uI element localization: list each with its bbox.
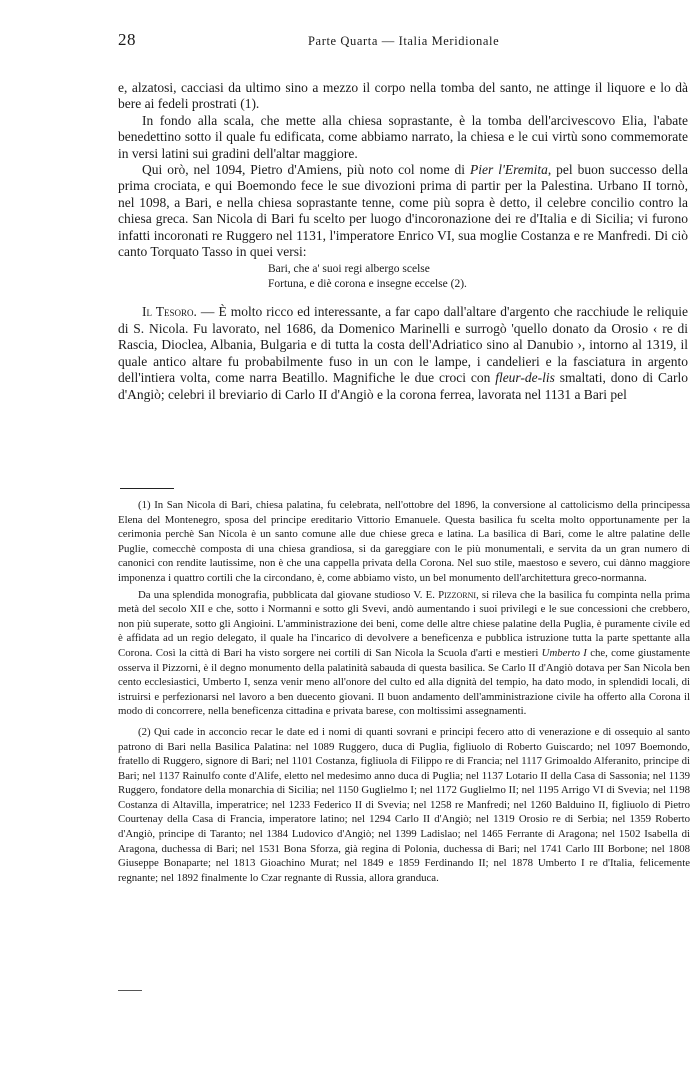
tasso-verse bbox=[268, 262, 688, 292]
paragraph-3-italic: Pier l'Eremita bbox=[470, 162, 548, 178]
tesoro-italic: fleur-de-lis bbox=[495, 370, 555, 386]
footnote-1b-author: Pizzorni bbox=[438, 588, 477, 601]
tesoro-text-a: — È molto ricco ed interessante, a far capo dall'altare d'argento che racchiude le reliquie di S. Nicola. Fu lavorato, nel 1686, da Domenico Marinelli e surrogò 'quello donato da Orosio ‹ re di Rascia, Dioclea, Albania, Bulgaria e di tutta la costa dell'Adriatico sino al Danubio ›, intorno al 1319, il quale antico altare fu probabilmente fuso in un con le lampe, i candelieri e la fasciatura in argento dell'intiera volta, come narra Beatillo. Magnifiche le due croci con bbox=[118, 304, 688, 386]
footnote-1b-italic: Umberto I bbox=[541, 646, 587, 659]
tesoro-text-b: smaltati, dono di Carlo d'Angiò; celebri il breviario di Carlo II d'Angiò e la corona ferrea, lavorata nel 1131 a Bari pel bbox=[118, 370, 688, 402]
page-number: 28 bbox=[118, 30, 136, 49]
footnotes bbox=[118, 498, 690, 885]
running-head: Parte Quarta — Italia Meridionale bbox=[308, 34, 500, 48]
page-header bbox=[118, 30, 688, 52]
paragraph-3-text-a: Qui orò, nel 1094, Pietro d'Amiens, più noto col nome di bbox=[142, 162, 471, 178]
main-text bbox=[118, 80, 688, 403]
footnote-1b-text-c: che, come giustamente osserva il Pizzorni, è il degno monumento della palatinità sabauda di questa basilica. Se Carlo II d'Angiò dotava per San Nicola ben cento ecclesiastici, Umberto I, senza venir meno all'onore del culto ed alla dignità del tempio, ha dato modo, in splendidi locali, di istruirsi e perfezionarsi nel lavoro a ben duecento giovani. Il buon andamento dell'amministrazione civile ha offerto alla Corona il modo di concorrere, nella beneficenza cittadina e privata barese, con moltissimi assegnamenti. bbox=[118, 646, 690, 718]
paragraph-1: e, alzatosi, cacciasi da ultimo sino a mezzo il corpo nella tomba del santo, ne attinge il liquore e lo dà bere ai fedeli prostrati (1). bbox=[118, 80, 688, 112]
verse-line-1: Bari, che a' suoi regi albergo scelse bbox=[268, 263, 430, 276]
verse-line-2: Fortuna, e diè corona e insegne eccelse (2). bbox=[268, 278, 467, 291]
paragraph-2: In fondo alla scala, che mette alla chiesa soprastante, è la tomba dell'arcivescovo Elia, l'abate benedettino sotto il quale fu edificata, come abbiamo narrato, la chiesa e le cui virtù sono commemorate in versi latini sui gradini dell'altar maggiore. bbox=[118, 112, 688, 161]
footnote-2: (2) Qui cade in acconcio recar le date ed i nomi di quanti sovrani e principi fecero atto di venerazione e di ossequio al santo patrono di Bari nella Basilica Palatina: nel 1089 Ruggero, duca di Puglia, figliuolo di Roberto Guiscardo; nel 1097 Boemondo, fratello di Ruggero, signore di Bari; nel 1101 Costanza, figliuola di Filippo re di Francia; nel 1117 Grimoaldo Alferanito, principe di Bari; nel 1137 Rainulfo conte d'Alife, eletto nel medesimo anno duca di Puglia; nel 1137 Lotario II della Casa di Sassonia; nel 1139 Ruggero, fondatore della monarchia di Sicilia; nel 1150 Guglielmo I; nel 1172 Guglielmo II; nel 1195 Arrigo VI di Svevia; nel 1198 Costanza di Altavilla, imperatrice; nel 1233 Federico II di Svevia; nel 1258 re Manfredi; nel 1260 Balduino II, figliuolo di Pietro Courtenay della Casa di Francia, imperatore latino; nel 1294 Carlo II d'Angiò; nel 1319 Orosio re di Serbia; nel 1359 Roberto d'Angiò, principe di Taranto; nel 1384 Ludovico d'Angiò; nel 1399 Ladislao; nel 1465 Ferrante di Aragona; nel 1502 Isabella di Aragona, duchessa di Bari; nel 1531 Bona Sforza, già regina di Polonia, duchessa di Bari; nel 1741 Carlo III Borbone; nel 1808 Giuseppe Bonaparte; nel 1813 Gioachino Murat; nel 1849 e 1859 Ferdinando II; nel 1878 Umberto I re d'Italia, felicemente regnante; nel 1892 finalmente lo Czar regnante di Russia, allora granduca. bbox=[118, 725, 690, 884]
paragraph-3 bbox=[118, 162, 688, 260]
footnote-1b-text-b: , si rileva che la basilica fu compinta nella prima metà del secolo XII e che, sotto i Normanni e sotto gli Svevi, andò aumentando i suoi privilegi e le sue concessioni che crebbero, non più superate, sotto gli Angioini. L'amministrazione dei beni, come delle altre chiese palatine della Puglia, è puramente civile ed è affidata ad un regio delegato, il quale ha l'incarico di devolvere a beneficenza e pubblica istruzione tutta la parte spettante alla Corona. Così la città di Bari ha visto sorgere nei cortili di San Nicola la Scuola d'arti e mestieri bbox=[118, 588, 691, 659]
end-mark bbox=[118, 990, 142, 991]
footnote-1b bbox=[118, 588, 690, 719]
paragraph-3-text-b: , pel buon successo della prima crociata, e qui Boemondo fece le sue divozioni prima di partir per la Palestina. Urbano II tornò, nel 1098, a Bari, e nella chiesa soprastante tenne, come più sopra è detto, il celebre concilio contro la chiesa greca. San Nicola di Bari fu scelto per luogo d'incoronazione dei re d'Italia e di Sicilia; vi furono infatti incoronati re Ruggero nel 1131, l'imperatore Enrico VI, sua moglie Costanza e re Manfredi. Di ciò canto Torquato Tasso in quei versi: bbox=[118, 162, 688, 260]
footnote-1b-text-a: Da una splendida monografia, pubblicata dal giovane studioso V. E. bbox=[138, 588, 439, 601]
tesoro-heading: Il Tesoro. bbox=[142, 304, 197, 320]
footnote-1a: (1) In San Nicola di Bari, chiesa palatina, fu celebrata, nell'ottobre del 1896, la conversione al cattolicismo della principessa Elena del Montenegro, sposa del principe ereditario Vittorio Emanuele. Questa basilica fu scelta molto opportunamente per la cerimonia perchè San Nicola è un santo comune alle due chiese greca e latina. La basilica di Bari, come le altre palatine delle Puglie, comecchè composta di una chiesa grandiosa, si da gareggiare con le più monumentali, e servita da un gran numero di canonici con rendite lautissime, non è che una cappella privata della Corona. Nel suo stile, maestoso e severo, cui dànno maggiore imponenza i quattro cortili che la circondano, è, come abbiamo visto, un bel monumento dell'architettura greco-normanna. bbox=[118, 499, 690, 584]
footnote-rule bbox=[120, 488, 174, 489]
paragraph-tesoro bbox=[118, 304, 688, 402]
